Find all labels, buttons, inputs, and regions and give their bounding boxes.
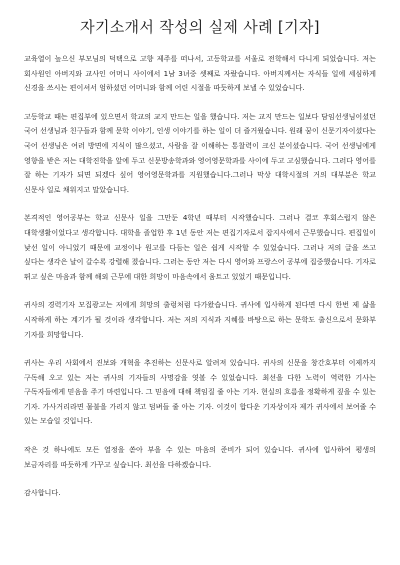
paragraph-gap <box>24 284 376 298</box>
paragraph-high-school: 고등학교 때는 편집부에 있으면서 학교의 교지 만드는 일을 했습니다. 저는 교지 만드는 일보다 담임선생님이셨던 국어 선생님과 친구들과 함께 문학 이야기, 인생 이야기를 하는 일이 더 즐거웠습니다. 원래 꿈이 신문기자이셨다는 국어 선생님은 여러 방면에 지식이 많으셨고, 사람을 잘 이해하는 통찰력이 크신 분이셨습니다. 국어 선생님에게 영향을 받은 저는 대학진학을 앞에 두고 신문방송학과와 영어영문학과를 사이에 두고 고심했습니다. 그러다 영어를 잘 하는 기자가 되면 되겠다 싶어 영어영문학과를 지원했습니다.그러나 막상 대학시절의 거의 대부분은 학교 신문사 일로 채워지고 말았습니다. <box>24 111 376 194</box>
paragraph-commitment: 작은 것 하나에도 모든 열정을 쏟아 부을 수 있는 마음의 준비가 되어 있습니다. 귀사에 입사하여 평생의 보금자리를 따듯하게 가꾸고 싶습니다. 최선을 다하겠습니다. <box>24 445 376 469</box>
paragraph-application-motive: 귀사의 경력기자 모집광고는 저에게 희망의 출렁처럼 다가왔습니다. 귀사에 입사하게 된다면 다시 한번 제 삶을 시작하게 하는 계기가 될 것이라 생각합니다. 저는 저의 지식과 지혜를 바탕으로 하는 문학도 출신으로서 문화부 기자를 희망합니다. <box>24 300 376 339</box>
paragraph-company-vision: 귀사는 우리 사회에서 진보와 개혁을 추진하는 신문사로 알려져 있습니다. 귀사의 신문을 창간호부터 이제까지 구독해 오고 있는 저는 귀사의 기자들의 사명감을 엿볼 수 있었습니다. 최선을 다한 노력이 역력한 기사는 구독자들에게 믿음을 주기 마련입니다. 그 믿음에 대해 책임질 줄 아는 기자. 현실의 흐름을 정확하게 짚을 수 있는 기자. 가사거리라면 물불을 가리지 않고 덤벼들 줄 아는 기자. 이것이 합다운 기자상이자 제가 귀사에서 보여줄 수 있는 모습일 것입니다. <box>24 358 376 426</box>
paragraph-gap <box>24 197 376 211</box>
paragraph-gap <box>24 429 376 443</box>
paragraph-career: 본격적인 영어공부는 학교 신문사 일을 그만둔 4학년 때부터 시작했습니다. 그러나 결코 후회스럽지 않은 대학생활이었다고 생각합니다. 대학을 졸업한 후 1년 동안 저는 편집기자로서 잡지사에서 근무했습니다. 편집일이 낯선 일이 아니었기 때문에 교정이나 원고를 다듬는 일은 쉽게 시작할 수 있었습니다. 그러나 저의 글을 쓰고 싶다는 생각은 날이 갈수록 강렬해 졌습니다. 그러는 동안 저는 다시 영어와 프랑스어 공부에 집중했습니다. 기자로 뛰고 싶은 마음과 함께 해외 근무에 대한 희망이 마음속에서 움트고 있었기 때문입니다. <box>24 213 376 281</box>
paragraph-gap <box>24 342 376 356</box>
document-title: 자기소개서 작성의 실제 사례 [기자] <box>80 18 320 36</box>
closing-remark: 감사합니다. <box>24 488 61 498</box>
paragraph-gap <box>24 96 376 110</box>
paragraph-family-background: 교육열이 높으신 부모님의 덕택으로 고향 제주를 떠나서, 고등학교를 서울로 전학해서 다니게 되었습니다. 저는 회사원인 아버지와 교사인 어머니 사이에서 1남 3녀중 셋째로 자랐습니다. 아버지께서는 자식들 일에 세심하게 신경을 쓰시는 편이셔서 엄하셨던 어머니와 함께 어린 시절을 따듯하게 보낼 수 있었습니다. <box>24 54 376 93</box>
